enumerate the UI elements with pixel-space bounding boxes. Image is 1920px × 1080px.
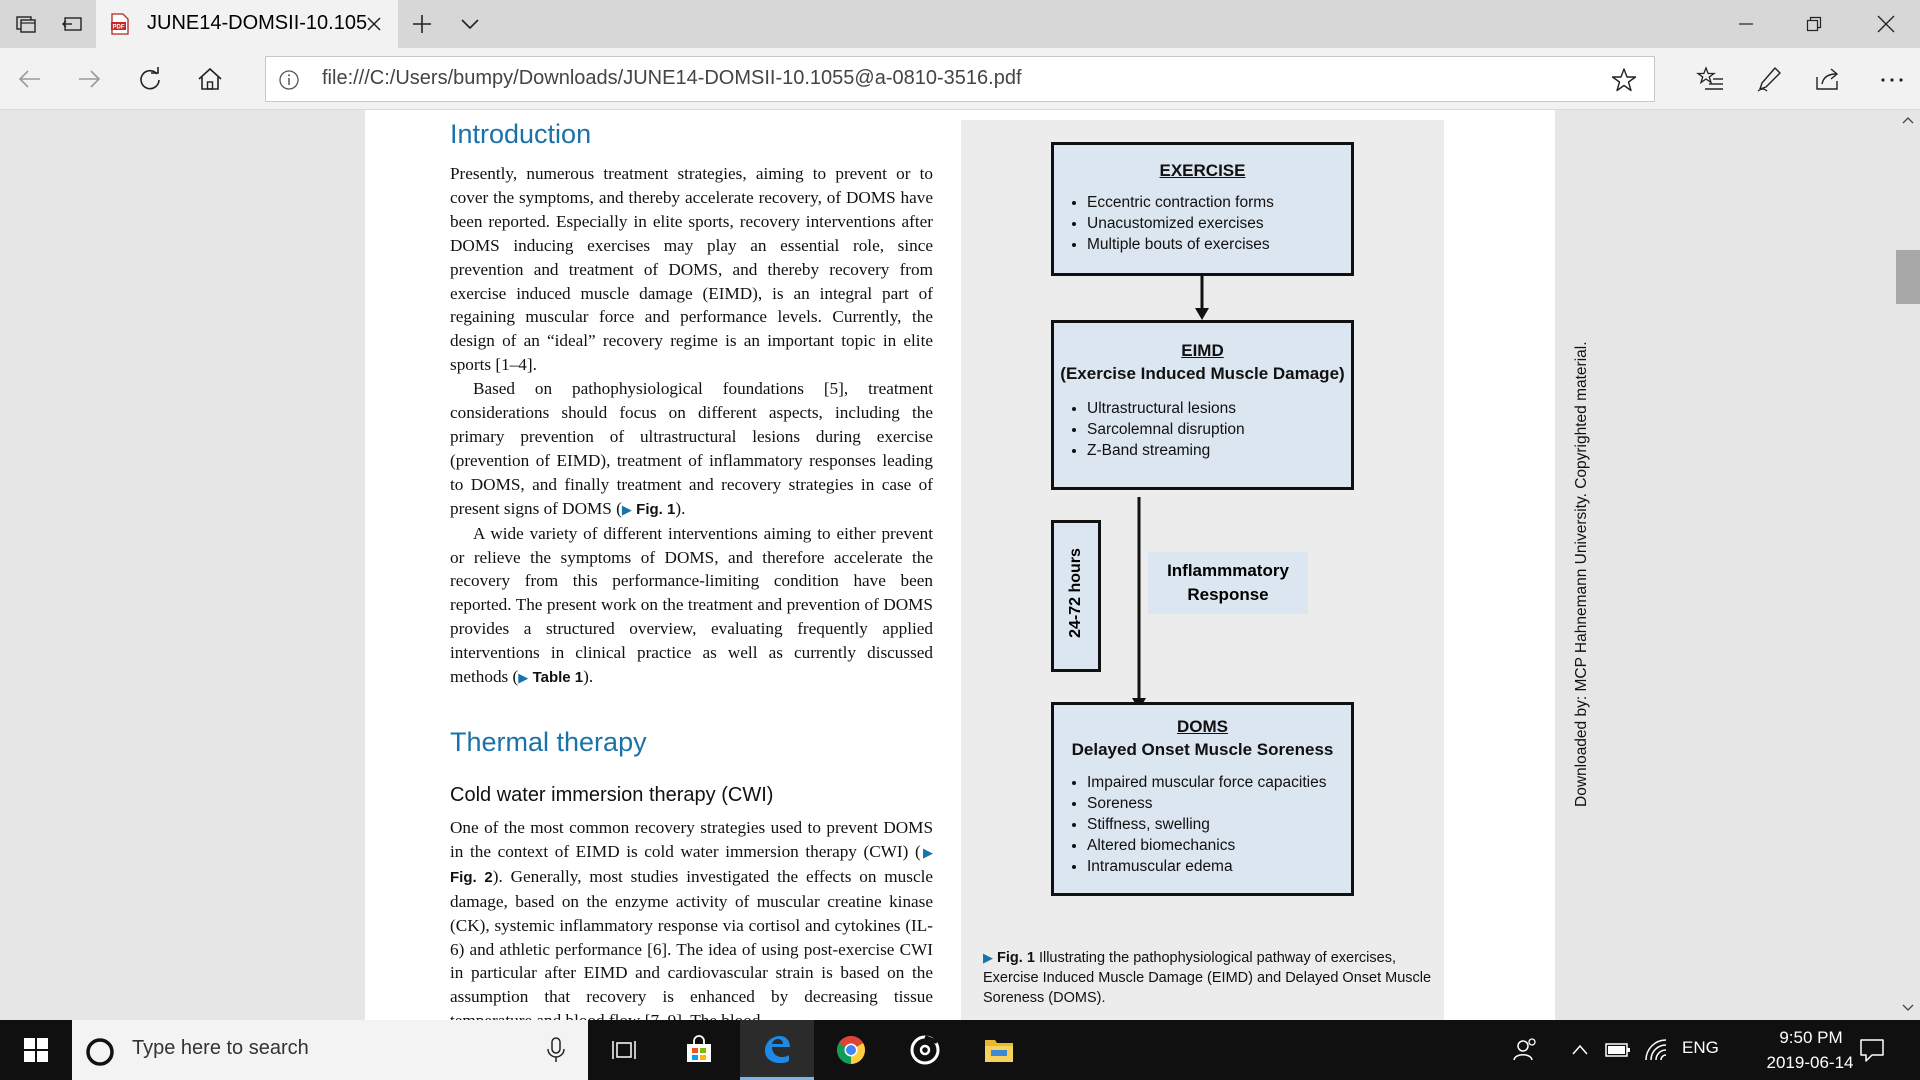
table1-link[interactable]: Table 1	[532, 669, 584, 687]
back-arrow-icon[interactable]	[16, 65, 44, 93]
close-paren: ).	[675, 498, 686, 518]
chevron-down-icon[interactable]	[458, 12, 482, 36]
scroll-up-icon[interactable]	[1902, 116, 1914, 124]
heading-cwi: Cold water immersion therapy (CWI)	[450, 784, 774, 806]
scroll-thumb[interactable]	[1896, 250, 1920, 304]
doms-title: DOMS	[1177, 717, 1228, 736]
eimd-subtitle: (Exercise Induced Muscle Damage)	[1060, 364, 1345, 383]
triangle-icon: ▶	[983, 950, 993, 965]
arrow-head	[1195, 308, 1209, 320]
minimize-button[interactable]	[1712, 0, 1780, 48]
scroll-down-icon[interactable]	[1902, 1004, 1914, 1012]
url-text[interactable]: file:///C:/Users/bumpy/Downloads/JUNE14-DOMSII-10.1055@a-0810-3516.pdf	[322, 67, 1022, 89]
triangle-icon: ▶	[518, 670, 529, 686]
paragraph: Presently, numerous treatment strategies, aiming to prevent or to cover the symptoms, and thereby accelerate recovery, of DOMS have been reported. Especially in elite sports, recovery interventions after DOMS inducing exercises may play an essential role, since prevention and treatment of DOMS, and thereby recovery from exercise induced muscle damage (EIMD), is an integral part of regaining muscular force and performance levels. Currently, the design of an “ideal” recovery regime is an important topic in elite sports [1–4].	[450, 164, 933, 375]
favorites-list-icon[interactable]	[1697, 65, 1725, 93]
microphone-icon[interactable]	[544, 1036, 568, 1064]
list-item: • Impaired muscular force capacities	[1087, 772, 1351, 793]
eimd-box	[1051, 320, 1354, 490]
windows-start-icon[interactable]	[0, 1020, 72, 1080]
doms-subtitle: Delayed Onset Muscle Soreness	[1071, 740, 1334, 759]
forward-arrow-icon[interactable]	[75, 65, 103, 93]
doms-list	[1054, 772, 1351, 877]
info-icon[interactable]	[278, 69, 300, 91]
doms-box	[1051, 702, 1354, 896]
clock-time[interactable]: 9:50 PM	[1779, 1028, 1843, 1047]
eimd-list	[1054, 398, 1351, 461]
list-item: • Z-Band streaming	[1087, 440, 1351, 461]
taskbar	[0, 1020, 1920, 1080]
clock-date[interactable]: 2019-06-14	[1766, 1053, 1854, 1072]
list-item: • Sarcolemnal disruption	[1087, 419, 1351, 440]
home-icon[interactable]	[196, 65, 224, 93]
language-indicator[interactable]: ENG	[1682, 1038, 1719, 1057]
navigation-bar	[0, 48, 1920, 110]
caption-body: Illustrating the pathophysiological pathway of exercises, Exercise Induced Muscle Damage (EIMD) and Delayed Onset Muscle Soreness (DOMS).	[983, 950, 1432, 1006]
favorite-star-icon[interactable]	[1611, 67, 1637, 93]
paragraph-text: Based on pathophysiological foundations [5], treatment considerations should focus on different aspects, including the primary prevention of ultrastructural lesions during exercise (prevention of EIMD), treatment of inflammatory responses leading to DOMS, and finally treatment and recovery strategies in case of present signs of DOMS (	[450, 379, 933, 518]
vertical-scrollbar[interactable]	[1895, 110, 1920, 1020]
list-item: • Unacustomized exercises	[1087, 213, 1351, 234]
exercise-list	[1054, 192, 1351, 255]
eimd-title: EIMD	[1181, 341, 1224, 360]
people-icon[interactable]	[1512, 1036, 1540, 1064]
inflammatory-response-box	[1148, 552, 1308, 614]
list-item: • Stiffness, swelling	[1087, 814, 1351, 835]
intro-text	[450, 162, 933, 690]
paragraph	[450, 816, 933, 1033]
refresh-icon[interactable]	[136, 65, 164, 93]
battery-icon[interactable]	[1604, 1040, 1632, 1060]
paragraph	[450, 377, 933, 521]
inflammatory-line: Response	[1187, 585, 1269, 604]
list-item: • Ultrastructural lesions	[1087, 398, 1351, 419]
exercise-title: EXERCISE	[1159, 161, 1246, 180]
more-options-icon[interactable]	[1878, 65, 1906, 93]
list-item: • Altered biomechanics	[1087, 835, 1351, 856]
tab-bar	[0, 0, 1920, 48]
list-item: • Eccentric contraction forms	[1087, 192, 1351, 213]
fig2-link[interactable]: Fig. 2	[450, 868, 493, 886]
search-placeholder[interactable]: Type here to search	[132, 1037, 309, 1059]
file-explorer-icon[interactable]	[962, 1020, 1036, 1080]
list-item: • Intramuscular edema	[1087, 856, 1351, 877]
groove-music-icon[interactable]	[888, 1020, 962, 1080]
triangle-icon: ▶	[621, 501, 632, 517]
paragraph-text: ). Generally, most studies investigated the effects on muscle damage, based on the enzyme activity of muscular creatine kinase (CK), systemic inflammatory response via cortisol and cytokines (IL-6) and athletic performance [6]. The idea of using post-exercise CWI in particular after EIMD and cardiovascular strain is based on the assumption that recovery is enhanced by decreasing tissue	[450, 866, 933, 1007]
watermark: Downloaded by: MCP Hahnemann University. Copyrighted material.	[1573, 341, 1590, 807]
close-tab-icon[interactable]	[364, 14, 384, 34]
wifi-icon[interactable]	[1644, 1038, 1670, 1062]
list-item: • Multiple bouts of exercises	[1087, 234, 1351, 255]
triangle-icon: ▶	[920, 844, 933, 860]
pdf-icon	[110, 13, 130, 35]
list-item: • Soreness	[1087, 793, 1351, 814]
taskbar-search[interactable]	[72, 1020, 588, 1080]
paragraph	[450, 522, 933, 690]
heading-thermal-therapy: Thermal therapy	[450, 727, 647, 757]
pen-icon[interactable]	[1755, 65, 1783, 93]
chevron-up-icon[interactable]	[1570, 1040, 1590, 1060]
notification-center-icon[interactable]	[1858, 1036, 1886, 1064]
tab-title: JUNE14-DOMSII-10.105	[147, 12, 368, 34]
heading-introduction: Introduction	[450, 119, 592, 149]
chrome-icon[interactable]	[814, 1020, 888, 1080]
exercise-box	[1051, 142, 1354, 276]
figure-caption	[961, 928, 1444, 1020]
new-tab-icon[interactable]	[410, 12, 434, 36]
cwi-text	[450, 816, 933, 1033]
address-bar[interactable]	[265, 56, 1655, 102]
task-view-icon[interactable]	[588, 1020, 662, 1080]
time-range-label: 24-72 hours	[1067, 548, 1084, 638]
set-tabs-aside-icon[interactable]	[60, 12, 84, 36]
close-paren: ).	[583, 667, 594, 687]
caption-label: Fig. 1	[997, 950, 1035, 966]
tab-actions-icon[interactable]	[14, 12, 38, 36]
paragraph-text: One of the most common recovery strategies used to prevent DOMS in the context of EIMD is cold water immersion therapy (CWI) (	[450, 818, 933, 861]
share-icon[interactable]	[1814, 65, 1842, 93]
caption-text	[983, 948, 1433, 1008]
edge-icon[interactable]	[740, 1020, 814, 1080]
paragraph-text: A wide variety of different interventions aiming to either prevent or relieve the symptoms of DOMS, and therefore accelerate the recovery from this performance-limiting condition have been reported. The present work on the treatment and prevention of DOMS provides a structured overview, evaluating frequently applied interventions in clinical practice as well as currently discussed methods (	[450, 523, 933, 687]
cortana-icon[interactable]	[84, 1036, 116, 1068]
store-icon[interactable]	[662, 1020, 736, 1080]
pdf-viewer[interactable]	[0, 110, 1920, 1020]
close-window-button[interactable]	[1852, 0, 1920, 48]
svg-text:PDF: PDF	[112, 24, 125, 31]
fig1-link[interactable]: Fig. 1	[636, 500, 676, 518]
restore-button[interactable]	[1780, 0, 1848, 48]
pdf-page	[365, 110, 1590, 1020]
inflammatory-line: Inflammmatory	[1167, 561, 1289, 580]
time-range-box	[1051, 520, 1101, 672]
tab-active[interactable]	[96, 0, 398, 48]
